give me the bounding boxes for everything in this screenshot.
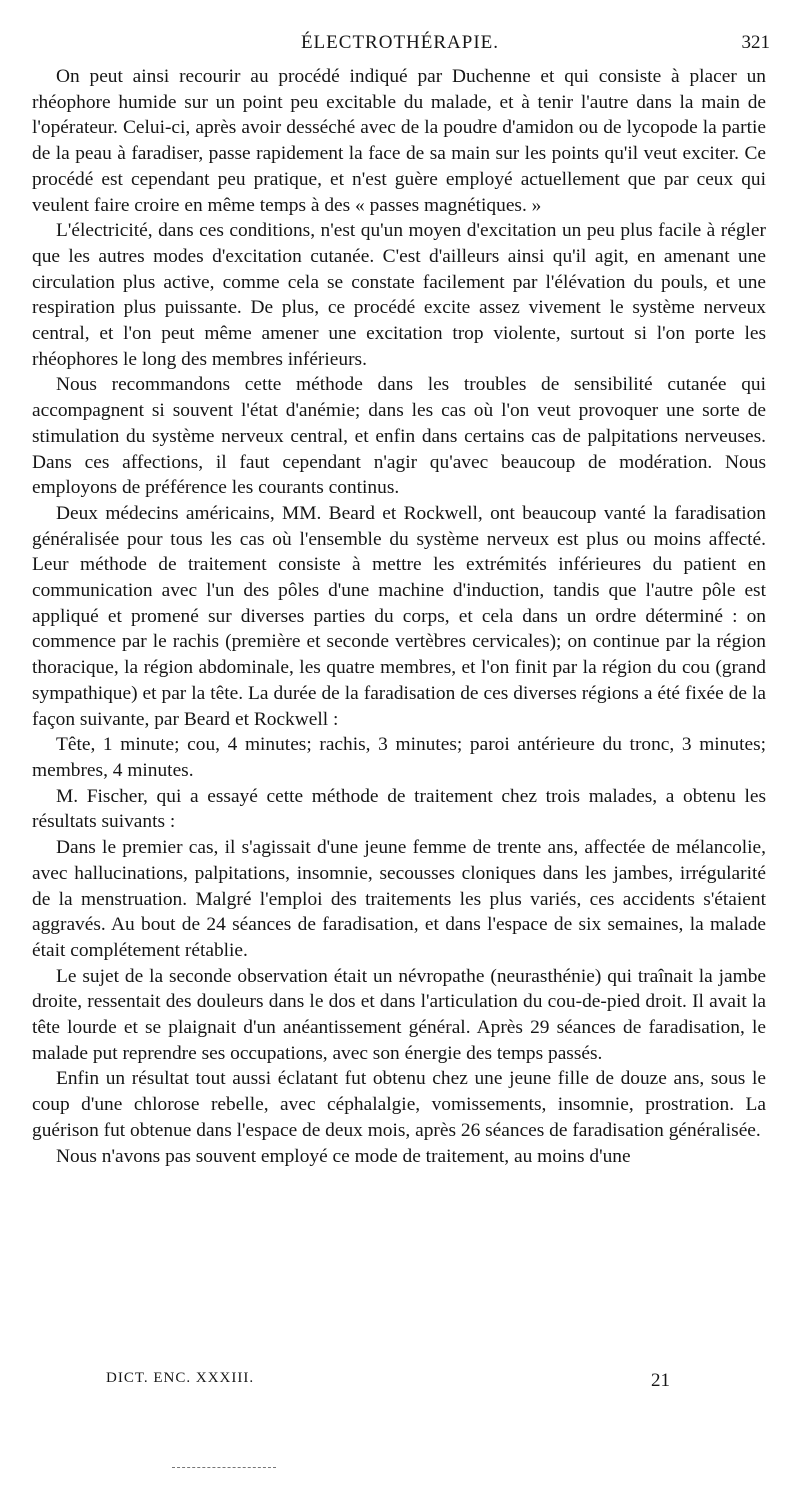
body-text [32, 64, 766, 1169]
paragraph-second-case: Le sujet de la seconde observation était un névropathe (neurasthénie) qui traînait la jambe droite, ressentait des douleurs dans le dos et dans l'articulation du cou-de-pied droit. Il avait la tête lourde et se plaignait d'un anéantissement général. Après 29 séances de faradisation, le malade put reprendre ses occupations, avec son énergie des temps passés. [32, 965, 766, 1064]
page-footer [30, 1370, 770, 1396]
signature-number: 21 [651, 1370, 670, 1391]
paragraph-duchenne-procedure: On peut ainsi recourir au procédé indiqué par Duchenne et qui consiste à placer un rhéophore humide sur un point peu excitable du malade, et à tenir l'autre dans la main de l'opérateur. Celui-ci, après avoir desséché avec de la poudre d'amidon ou de lycopode la partie de la peau à faradiser, passe rapidement la face de sa main sur les points qu'il veut exciter. Ce procédé est cependant peu pratique, et n'est guère employé actuellement que par ceux qui veulent faire croire en même temps à des « passes magnétiques. » [32, 66, 766, 216]
dashed-rule [172, 1467, 276, 1468]
paragraph-closing: Nous n'avons pas souvent employé ce mode de traitement, au moins d'une [56, 1145, 631, 1167]
printer-signature: DICT. ENC. XXXIII. [106, 1370, 255, 1386]
page-header [30, 32, 770, 58]
page-number: 321 [741, 32, 770, 53]
paragraph-fischer-results: M. Fischer, qui a essayé cette méthode de traitement chez trois malades, a obtenu les résultats suivants : [32, 785, 766, 833]
paragraph-durations: Tête, 1 minute; cou, 4 minutes; rachis, 3 minutes; paroi antérieure du tronc, 3 minutes; membres, 4 minutes. [32, 734, 766, 781]
paragraph-beard-rockwell-method: Deux médecins américains, MM. Beard et Rockwell, ont beaucoup vanté la faradisation généralisée pour tous les cas où l'ensemble du système nerveux est plus ou moins affecté. Leur méthode de traitement consiste à mettre les extrémités inférieures du patient en communication avec l'un des pôles d'une machine d'induction, tandis que l'autre pôle est appliqué et promené sur diverses parties du corps, et cela dans un ordre déterminé : on commence par le rachis (première et seconde vertèbres cervicales); on continue par la région thoracique, la région abdominale, les quatre membres, et l'on finit par la région du cou (grand sympathique) et par la tête. La durée de la faradisation de ces diverses régions a été fixée de la façon suivante, par Beard et Rockwell : [32, 502, 766, 730]
paragraph-third-case: Enfin un résultat tout aussi éclatant fut obtenu chez une jeune fille de douze ans, sous le coup d'une chlorose rebelle, avec céphalalgie, vomissements, insomnie, prostration. La guérison fut obtenue dans l'espace de deux mois, après 26 séances de faradisation généralisée. [32, 1068, 766, 1141]
paragraph-recommendation: Nous recommandons cette méthode dans les troubles de sensibilité cutanée qui accompagnent si souvent l'état d'anémie; dans les cas où l'on veut provoquer une sorte de stimulation du système nerveux central, et enfin dans certains cas de palpitations nerveuses. Dans ces affections, il faut cependant n'agir qu'avec beaucoup de modération. Nous employons de préférence les courants continus. [32, 374, 766, 499]
running-title: ÉLECTROTHÉRAPIE. [300, 32, 500, 53]
paragraph-electricity-conditions: L'électricité, dans ces conditions, n'est qu'un moyen d'excitation un peu plus facile à régler que les autres modes d'excitation cutanée. C'est d'ailleurs ainsi qu'il agit, en amenant une circulation plus active, comme cela se constate facilement par l'élévation du pouls, et une respiration plus puissante. De plus, ce procédé excite assez vivement le système nerveux central, et l'on peut même amener une excitation trop violente, surtout si l'on porte les rhéophores le long des membres inférieurs. [32, 220, 766, 370]
paragraph-first-case: Dans le premier cas, il s'agissait d'une jeune femme de trente ans, affectée de mélancolie, avec hallucinations, palpitations, insomnie, secousses cloniques dans les jambes, irrégularité de la menstruation. Malgré l'emploi des traitements les plus variés, ces accidents s'étaient aggravés. Au bout de 24 séances de faradisation, et dans l'espace de six semaines, la malade était complétement rétablie. [32, 837, 766, 961]
